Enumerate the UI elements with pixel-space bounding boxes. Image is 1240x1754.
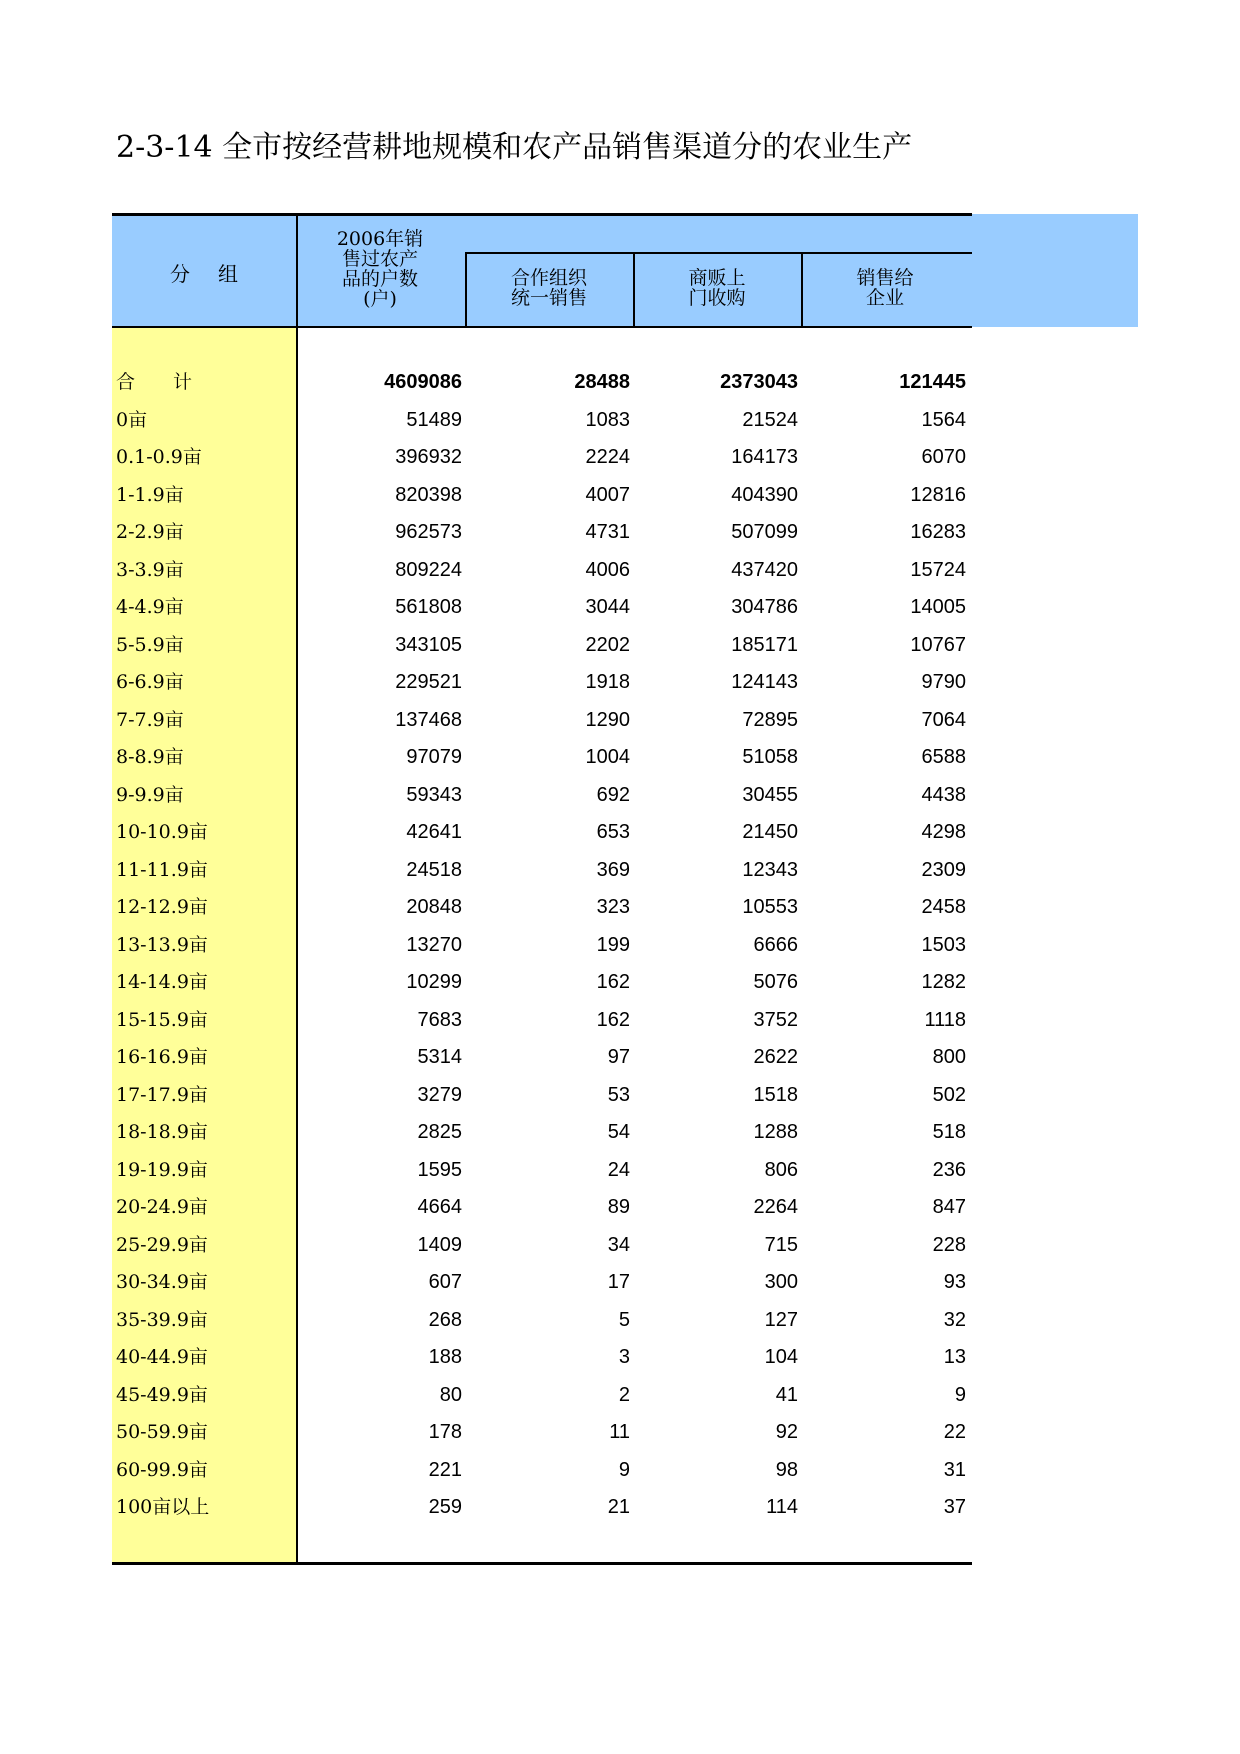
table-cell: 343105: [395, 633, 462, 656]
table-cell: 9: [954, 1383, 966, 1406]
table-cell: 3279: [417, 1083, 462, 1106]
table-cell: 1409: [417, 1233, 462, 1256]
table-cell: 437420: [731, 558, 798, 581]
table-cell: 6666: [753, 933, 798, 956]
table-cell: 164173: [731, 446, 798, 468]
row-label: 100亩以上: [116, 1496, 210, 1518]
table-cell: 561808: [395, 596, 462, 618]
row-label: 4-4.9亩: [116, 596, 184, 618]
table-bottom-rule: [112, 1562, 972, 1565]
row-label: 15-15.9亩: [116, 1008, 208, 1031]
table-row: [0, 739, 980, 776]
row-label: 25-29.9亩: [116, 1233, 208, 1256]
table-cell: 2622: [753, 1046, 798, 1068]
table-cell: 34: [607, 1233, 630, 1256]
row-label: 16-16.9亩: [116, 1046, 208, 1068]
table-cell: 323: [596, 896, 630, 918]
table-cell: 188: [428, 1346, 462, 1368]
table-row: [0, 589, 980, 626]
table-cell: 12343: [742, 858, 798, 881]
table-row: [0, 1377, 980, 1414]
row-label: 1-1.9亩: [116, 483, 184, 506]
row-label: 19-19.9亩: [116, 1158, 208, 1181]
table-row: [0, 439, 980, 476]
table-cell: 4664: [417, 1196, 462, 1218]
row-label: 20-24.9亩: [116, 1196, 208, 1218]
row-label: 5-5.9亩: [116, 633, 184, 656]
table-cell: 4609086: [384, 371, 462, 393]
table-cell: 97: [607, 1046, 630, 1068]
table-cell: 124143: [731, 671, 798, 693]
table-cell: 692: [596, 783, 630, 806]
table-row: [0, 1302, 980, 1339]
table-cell: 1288: [753, 1121, 798, 1143]
table-cell: 806: [764, 1158, 798, 1181]
row-label: 2-2.9亩: [116, 521, 184, 543]
table-cell: 21: [607, 1496, 630, 1518]
table-cell: 2373043: [720, 371, 798, 393]
table-cell: 13270: [406, 933, 462, 956]
table-cell: 396932: [395, 446, 462, 468]
table-cell: 24: [607, 1158, 630, 1181]
table-row: [0, 777, 980, 814]
table-cell: 236: [932, 1158, 966, 1181]
subheader-rule: [466, 252, 972, 254]
table-row: [0, 1452, 980, 1489]
row-label: 60-99.9亩: [116, 1458, 208, 1481]
table-cell: 53: [607, 1083, 630, 1106]
table-row: [0, 889, 980, 926]
table-cell: 93: [943, 1271, 966, 1293]
table-row: [0, 964, 980, 1001]
table-cell: 5076: [753, 971, 798, 993]
table-cell: 10553: [742, 896, 798, 918]
row-label: 6-6.9亩: [116, 671, 184, 693]
table-cell: 518: [932, 1121, 966, 1143]
row-label: 9-9.9亩: [116, 783, 184, 806]
table-cell: 2224: [585, 446, 630, 468]
table-row: [0, 552, 980, 589]
table-cell: 80: [439, 1383, 462, 1406]
row-label: 14-14.9亩: [116, 971, 208, 993]
table-cell: 4006: [585, 558, 630, 581]
table-cell: 1290: [585, 708, 630, 731]
table-cell: 37: [943, 1496, 966, 1518]
table-row: [0, 514, 980, 551]
table-row: [0, 852, 980, 889]
table-row: [0, 1077, 980, 1114]
table-cell: 4007: [585, 483, 630, 506]
table-cell: 20848: [406, 896, 462, 918]
table-cell: 9: [618, 1458, 630, 1481]
table-cell: 962573: [395, 521, 462, 543]
header-dealer-purchase: 商贩上 门收购: [688, 267, 746, 309]
table-cell: 10299: [406, 971, 462, 993]
table-cell: 1595: [417, 1158, 462, 1181]
row-label: 0亩: [116, 408, 148, 431]
table-row: [0, 627, 980, 664]
table-cell: 51058: [742, 746, 798, 768]
table-cell: 72895: [742, 708, 798, 731]
table-cell: 54: [607, 1121, 630, 1143]
table-cell: 31: [943, 1458, 966, 1481]
table-cell: 3044: [585, 596, 630, 618]
table-cell: 229521: [395, 671, 462, 693]
table-cell: 1503: [921, 933, 966, 956]
table-cell: 30455: [742, 783, 798, 806]
row-label: 18-18.9亩: [116, 1121, 208, 1143]
table-cell: 14005: [910, 596, 966, 618]
header-coop-sales: 合作组织 统一销售: [510, 267, 587, 309]
table-row: [0, 927, 980, 964]
table-cell: 22: [943, 1421, 966, 1443]
table-cell: 21450: [742, 821, 798, 843]
table-top-rule: [112, 213, 972, 216]
table-cell: 268: [428, 1308, 462, 1331]
table-cell: 162: [596, 1008, 630, 1031]
header-divider-3: [801, 252, 803, 327]
table-cell: 2264: [753, 1196, 798, 1218]
table-cell: 9790: [921, 671, 966, 693]
table-cell: 715: [764, 1233, 798, 1256]
table-row: [0, 1489, 980, 1526]
table-row: [0, 1414, 980, 1451]
table-cell: 12816: [910, 483, 966, 506]
table-cell: 51489: [406, 408, 462, 431]
table-row: [0, 664, 980, 701]
table-cell: 3752: [753, 1008, 798, 1031]
table-cell: 6588: [921, 746, 966, 768]
table-cell: 32: [943, 1308, 966, 1331]
table-cell: 2458: [921, 896, 966, 918]
table-cell: 820398: [395, 483, 462, 506]
table-cell: 1118: [924, 1008, 966, 1031]
table-cell: 21524: [742, 408, 798, 431]
row-label: 13-13.9亩: [116, 933, 208, 956]
table-cell: 1004: [585, 746, 630, 768]
table-row: [0, 1227, 980, 1264]
table-cell: 221: [428, 1458, 462, 1481]
page-title: 2-3-14 全市按经营耕地规模和农产品销售渠道分的农业生产: [116, 130, 913, 165]
table-row: [0, 1339, 980, 1376]
table-cell: 1518: [753, 1083, 798, 1106]
table-cell: 507099: [731, 521, 798, 543]
table-cell: 104: [764, 1346, 798, 1368]
table-row: [0, 1152, 980, 1189]
table-cell: 2: [618, 1383, 630, 1406]
table-cell: 89: [607, 1196, 630, 1218]
table-row: [0, 814, 980, 851]
header-enterprise-sales: 销售给 企业: [856, 267, 914, 309]
table-cell: 2825: [417, 1121, 462, 1143]
row-label: 17-17.9亩: [116, 1083, 208, 1106]
table-cell: 16283: [910, 521, 966, 543]
row-label: 7-7.9亩: [116, 708, 184, 731]
table-cell: 92: [775, 1421, 798, 1443]
header-group: 分 组: [170, 262, 242, 286]
table-cell: 7064: [921, 708, 966, 731]
row-label: 45-49.9亩: [116, 1383, 208, 1406]
table-cell: 11: [609, 1421, 630, 1443]
table-cell: 17: [607, 1271, 630, 1293]
table-row: [0, 1002, 980, 1039]
table-cell: 304786: [731, 596, 798, 618]
row-label: 10-10.9亩: [116, 821, 208, 843]
table-cell: 10767: [910, 633, 966, 656]
row-label: 50-59.9亩: [116, 1421, 208, 1443]
row-label: 30-34.9亩: [116, 1271, 208, 1293]
table-cell: 41: [775, 1383, 798, 1406]
table-cell: 809224: [395, 558, 462, 581]
table-cell: 199: [596, 933, 630, 956]
table-cell: 178: [428, 1421, 462, 1443]
table-cell: 137468: [395, 708, 462, 731]
row-label: 40-44.9亩: [116, 1346, 208, 1368]
table-row: [0, 1039, 980, 1076]
table-cell: 404390: [731, 483, 798, 506]
header-divider-2: [633, 252, 635, 327]
table-cell: 2309: [921, 858, 966, 881]
table-cell: 4298: [921, 821, 966, 843]
table-cell: 185171: [731, 633, 798, 656]
table-cell: 5: [618, 1308, 630, 1331]
table-cell: 114: [766, 1496, 798, 1518]
row-label: 11-11.9亩: [116, 858, 208, 881]
table-cell: 4731: [585, 521, 630, 543]
table-cell: 1083: [585, 408, 630, 431]
table-cell: 653: [596, 821, 630, 843]
table-cell: 800: [932, 1046, 966, 1068]
table-cell: 259: [428, 1496, 462, 1518]
table-cell: 3: [618, 1346, 630, 1368]
table-cell: 228: [932, 1233, 966, 1256]
table-cell: 369: [596, 858, 630, 881]
table-cell: 24518: [406, 858, 462, 881]
table-cell: 15724: [910, 558, 966, 581]
table-cell: 28488: [574, 371, 630, 393]
table-cell: 5314: [417, 1046, 462, 1068]
table-cell: 97079: [406, 746, 462, 768]
table-row: [0, 702, 980, 739]
row-label: 3-3.9亩: [116, 558, 184, 581]
header-bottom-rule: [112, 326, 972, 328]
table-row: [0, 1189, 980, 1226]
header-households-sold: 2006年销 售过农产 品的户数 (户): [336, 228, 424, 310]
table-cell: 502: [932, 1083, 966, 1106]
table-cell: 127: [764, 1308, 798, 1331]
table-row: [0, 477, 980, 514]
table-cell: 59343: [406, 783, 462, 806]
row-label: 合 计: [116, 371, 193, 393]
table-cell: 7683: [417, 1008, 462, 1031]
table-cell: 847: [932, 1196, 966, 1218]
table-cell: 1918: [585, 671, 630, 693]
table-cell: 1564: [921, 408, 966, 431]
total-row: [0, 364, 980, 401]
table-cell: 162: [596, 971, 630, 993]
table-cell: 98: [775, 1458, 798, 1481]
row-label: 0.1-0.9亩: [116, 446, 202, 468]
row-label: 8-8.9亩: [116, 746, 184, 768]
table-row: [0, 402, 980, 439]
table-cell: 607: [428, 1271, 462, 1293]
table-cell: 6070: [921, 446, 966, 468]
table-cell: 121445: [899, 371, 966, 393]
table-cell: 1282: [921, 971, 966, 993]
table-row: [0, 1264, 980, 1301]
table-cell: 300: [764, 1271, 798, 1293]
row-label: 35-39.9亩: [116, 1308, 208, 1331]
table-cell: 42641: [406, 821, 462, 843]
table-cell: 13: [943, 1346, 966, 1368]
row-label: 12-12.9亩: [116, 896, 208, 918]
table-row: [0, 1114, 980, 1151]
table-cell: 4438: [921, 783, 966, 806]
table-cell: 2202: [585, 633, 630, 656]
header-divider-1: [465, 252, 467, 327]
